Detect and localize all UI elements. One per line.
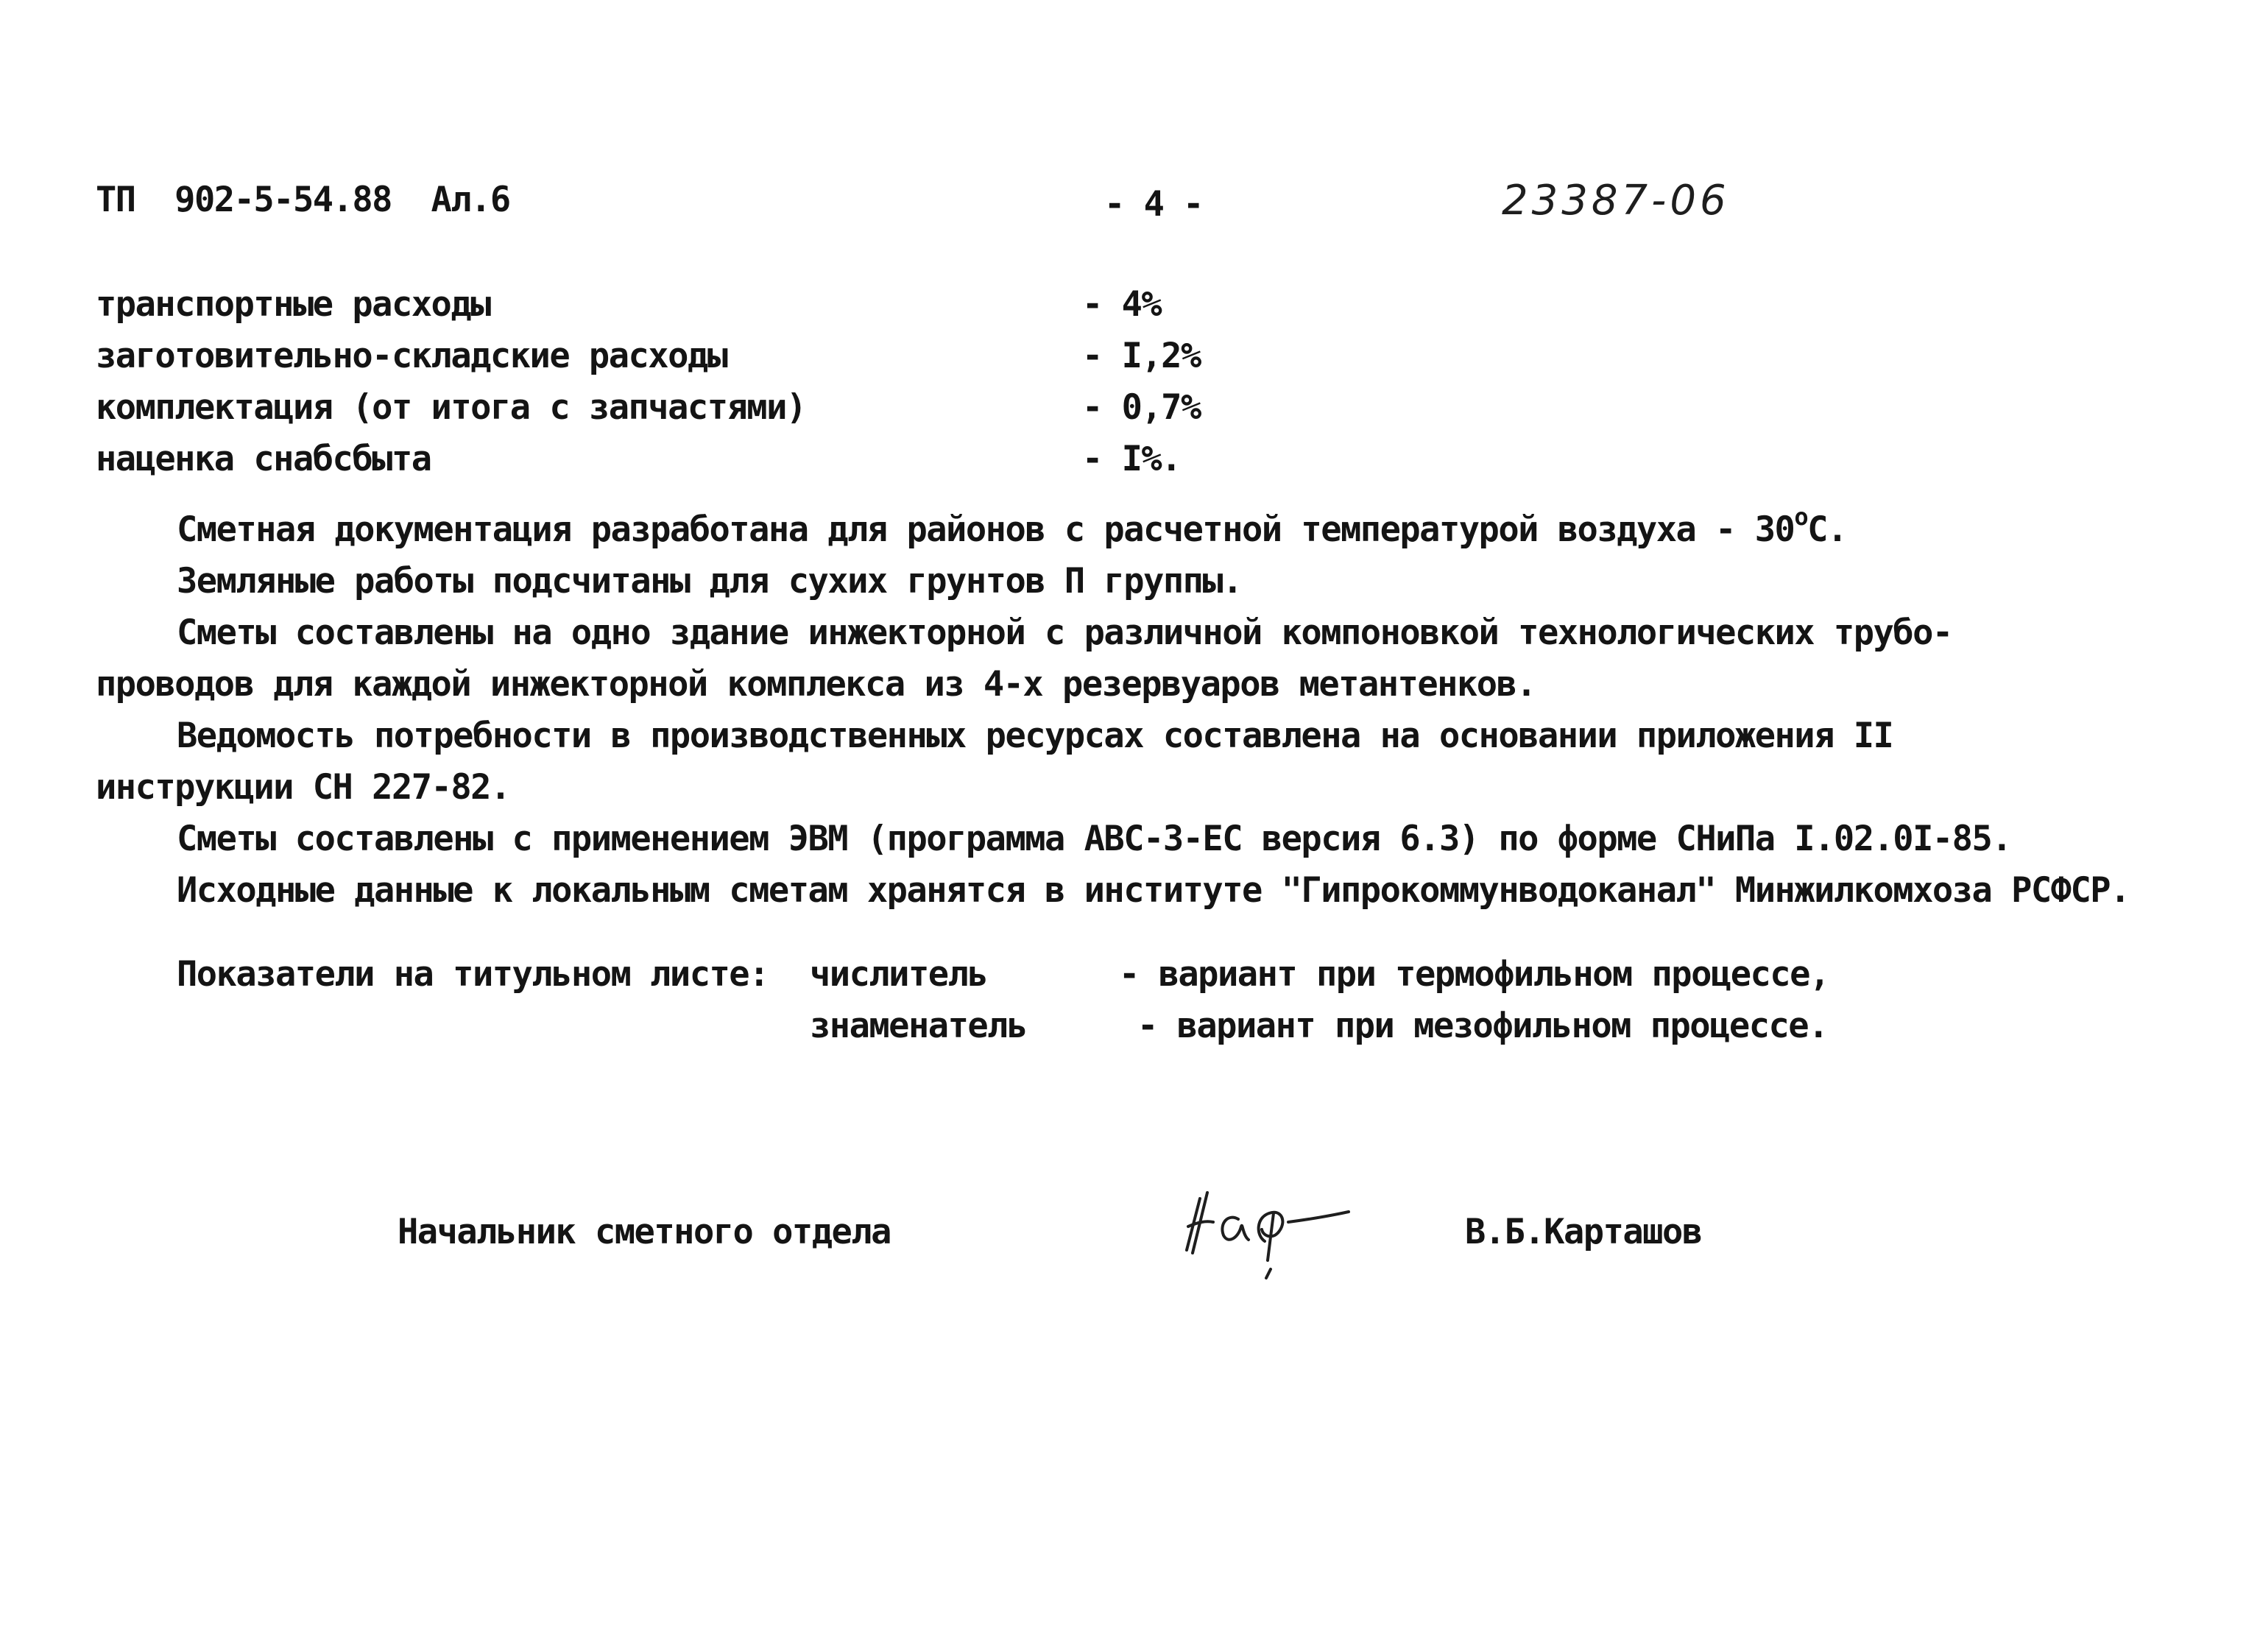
page-number: - 4 - [1104,184,1203,225]
paragraph-temperature [177,503,1847,551]
paragraph-estimates-line-1: Сметы составлены на одно здание инжекторной с различной компоновкой технологических трубо- [177,613,1952,653]
rate-label-completion: комплектация (от итога с запчастями) [96,387,806,428]
indicators-denominator-label: знаменатель [810,1006,1027,1046]
indicators-intro: Показатели на титульном листе: [177,954,769,995]
degree-sign: о [1794,503,1808,531]
rate-value-transport: - 4% [1082,284,1162,325]
rate-value-markup: - I%. [1082,439,1181,479]
indicators-numerator-desc: - вариант при термофильном процессе, [1119,954,1829,995]
paragraph-computer: Сметы составлены с применением ЭВМ (программа АВС-3-ЕС версия 6.3) по форме СНиПа I.02.0I-85. [177,819,2012,859]
rate-value-completion: - 0,7% [1082,387,1201,428]
handwritten-signature [1170,1171,1377,1296]
document-code: ТП 902-5-54.88 Ал.6 [96,180,510,220]
rate-label-transport: транспортные расходы [96,284,490,325]
paragraph-resources-line-1: Ведомость потребности в производственных ресурсах составлена на основании приложения II [177,716,1893,756]
signoff-position: Начальник сметного отдела [398,1212,891,1252]
paragraph-temperature-text: Сметная документация разработана для районов с расчетной температурой воздуха - 30 [177,509,1795,550]
signoff-name: В.Б.Карташов [1465,1212,1702,1252]
rate-label-storage: заготовительно-складские расходы [96,336,727,376]
rate-value-storage: - I,2% [1082,336,1201,376]
paragraph-earthworks: Земляные работы подсчитаны для сухих грунтов П группы. [177,561,1243,601]
archive-number: 23387-06 [1502,177,1730,225]
paragraph-source-data: Исходные данные к локальным сметам хранятся в институте "Гипрокоммунводоканал" Минжилкомхоза РСФСР. [177,870,2130,911]
indicators-denominator-desc: - вариант при мезофильном процессе. [1137,1006,1828,1046]
temperature-unit: С. [1807,509,1847,550]
paragraph-estimates-line-2: проводов для каждой инжекторной комплекса из 4-х резервуаров метантенков. [96,664,1536,705]
indicators-numerator-label: числитель [810,954,988,995]
paragraph-resources-line-2: инструкции СН 227-82. [96,767,510,808]
rate-label-markup: наценка снабсбыта [96,439,431,479]
